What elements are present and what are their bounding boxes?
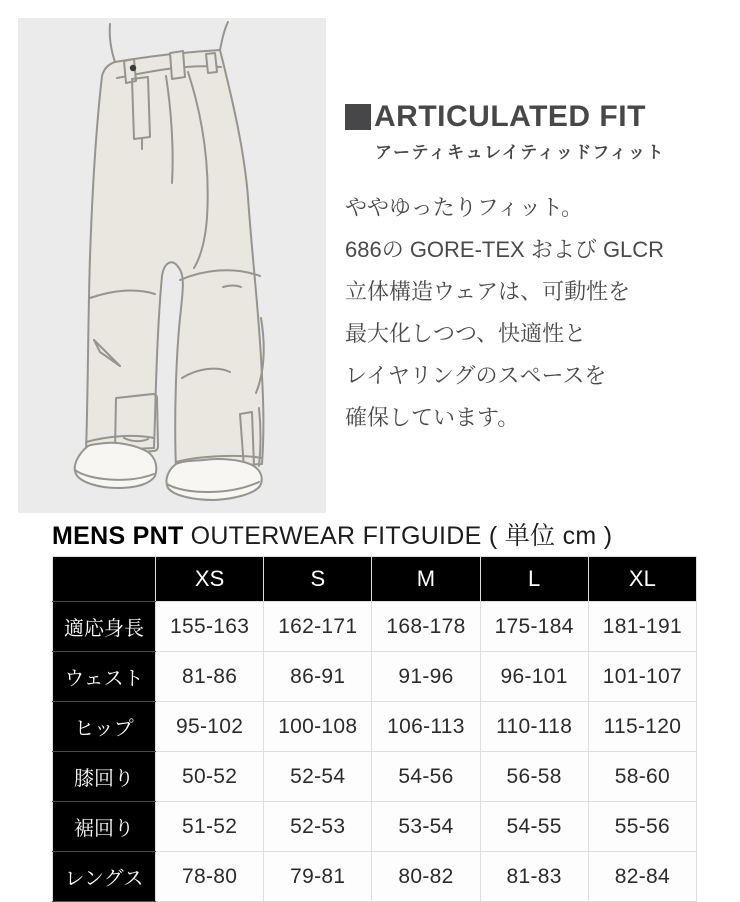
- size-cell: 82-84: [588, 852, 696, 902]
- heading-square-icon: [345, 104, 371, 130]
- size-cell: 52-53: [264, 802, 372, 852]
- size-cell: 86-91: [264, 652, 372, 702]
- row-label: レングス: [53, 852, 156, 902]
- fit-heading: ARTICULATED FIT: [374, 100, 646, 133]
- size-cell: 155-163: [156, 602, 264, 652]
- size-cell: 106-113: [372, 702, 480, 752]
- pants-illustration: [18, 18, 326, 513]
- size-col-header-xl: XL: [588, 557, 696, 602]
- size-cell: 81-83: [480, 852, 588, 902]
- fit-heading-row: [345, 101, 731, 133]
- table-row: [53, 602, 697, 652]
- size-cell: 58-60: [588, 752, 696, 802]
- fitguide-title-product: MENS PNT: [52, 522, 184, 550]
- fit-description-line-3: 立体構造ウェアは、可動性を: [345, 279, 631, 304]
- fitguide-title-rest: OUTERWEAR FITGUIDE ( 単位 cm ): [190, 522, 613, 550]
- size-cell: 100-108: [264, 702, 372, 752]
- row-label: ヒップ: [53, 702, 156, 752]
- size-cell: 91-96: [372, 652, 480, 702]
- size-chart-table: [52, 556, 697, 902]
- size-cell: 52-54: [264, 752, 372, 802]
- size-cell: 79-81: [264, 852, 372, 902]
- size-cell: 56-58: [480, 752, 588, 802]
- size-cell: 81-86: [156, 652, 264, 702]
- size-cell: 96-101: [480, 652, 588, 702]
- size-cell: 175-184: [480, 602, 588, 652]
- size-cell: 78-80: [156, 852, 264, 902]
- size-cell: 110-118: [480, 702, 588, 752]
- fit-subheading: アーティキュレイティッドフィット: [375, 143, 666, 162]
- size-cell: 54-56: [372, 752, 480, 802]
- table-row: [53, 802, 697, 852]
- size-header-row: [53, 557, 697, 602]
- fit-description-line-4: 最大化しつつ、快適性と: [345, 321, 587, 346]
- size-cell: 181-191: [588, 602, 696, 652]
- size-cell: 162-171: [264, 602, 372, 652]
- size-cell: 55-56: [588, 802, 696, 852]
- fit-description-line-5: レイヤリングのスペースを: [345, 363, 607, 388]
- size-cell: 54-55: [480, 802, 588, 852]
- size-col-header-xs: XS: [156, 557, 264, 602]
- row-label: ウェスト: [53, 652, 156, 702]
- row-label: 裾回り: [53, 802, 156, 852]
- size-cell: 53-54: [372, 802, 480, 852]
- size-cell: 101-107: [588, 652, 696, 702]
- waist-button: [130, 65, 136, 71]
- table-row: [53, 652, 697, 702]
- size-cell: 50-52: [156, 752, 264, 802]
- size-cell: 95-102: [156, 702, 264, 752]
- size-col-header-s: S: [264, 557, 372, 602]
- corner-header-cell: [53, 557, 156, 602]
- fit-description: [345, 187, 731, 439]
- pants-line-drawing-svg: [18, 18, 326, 513]
- table-row: [53, 702, 697, 752]
- size-cell: 80-82: [372, 852, 480, 902]
- fit-description-line-6: 確保しています。: [345, 405, 520, 430]
- size-col-header-l: L: [480, 557, 588, 602]
- table-row: [53, 852, 697, 902]
- size-cell: 115-120: [588, 702, 696, 752]
- fit-info-section: [345, 101, 731, 439]
- fitguide-title: [52, 516, 612, 552]
- size-chart-body: [53, 602, 697, 902]
- row-label: 適応身長: [53, 602, 156, 652]
- size-cell: 51-52: [156, 802, 264, 852]
- fit-description-line-1: ややゆったりフィット。: [345, 195, 584, 220]
- size-col-header-m: M: [372, 557, 480, 602]
- row-label: 膝回り: [53, 752, 156, 802]
- table-row: [53, 752, 697, 802]
- fit-description-line-2: 686の GORE-TEX および GLCR: [345, 237, 665, 262]
- size-cell: 168-178: [372, 602, 480, 652]
